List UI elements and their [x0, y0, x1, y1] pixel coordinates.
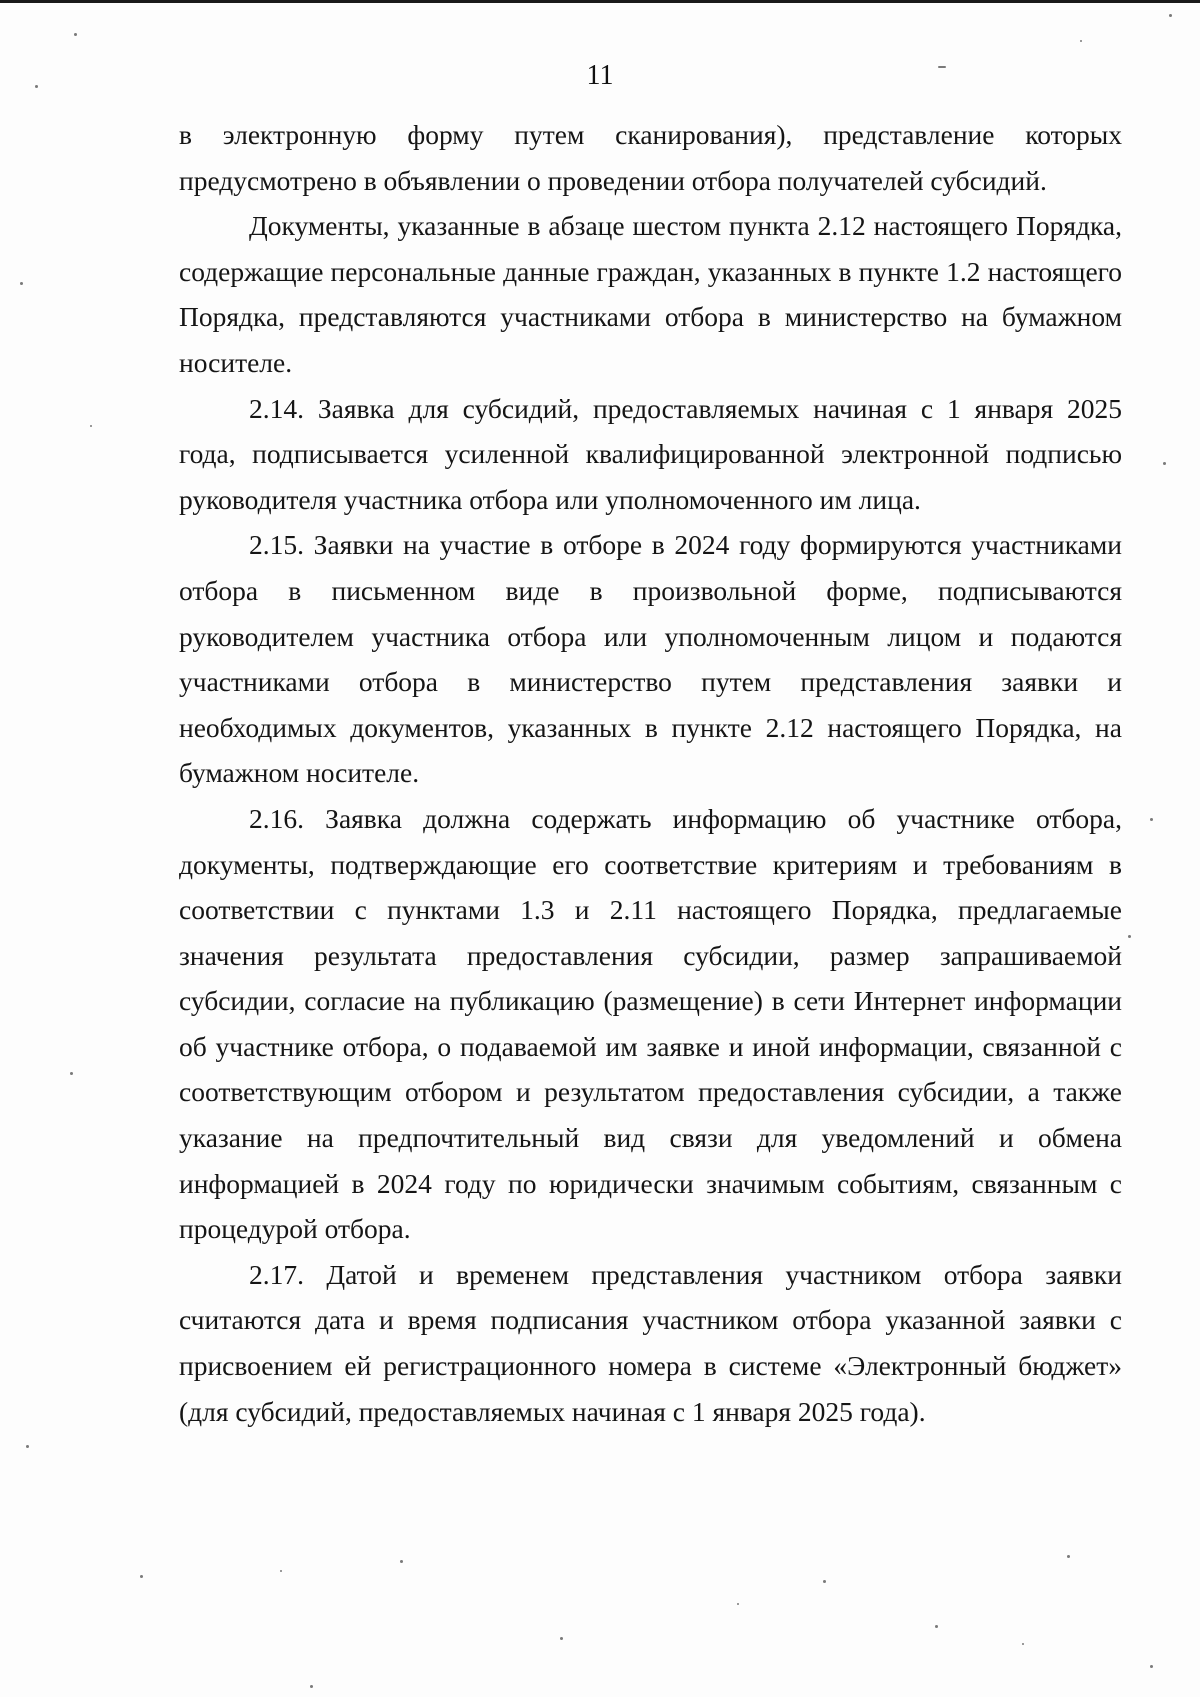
scan-speck [20, 282, 23, 285]
paragraph-2-16: 2.16. Заявка должна содержать информацию об участнике отбора, документы, подтверждающие его соответствие критериям и требованиям в соответствии с пунктами 1.3 и 2.11 настоящего Порядка, предлагаемые значения результата предоставления субсидии, размер запрашиваемой субсидии, согласие на публикацию (размещение) в сети Интернет информации об участнике отбора, о подаваемой им заявке и иной информации, связанной с соответствующим отбором и результатом предоставления субсидии, а также указание на предпочтительный вид связи для уведомлений и обмена информацией в 2024 году по юридически значимым событиям, связанным с процедурой отбора. [179, 802, 1122, 1245]
document-body [179, 112, 1122, 1434]
paragraph-documents: Документы, указанные в абзаце шестом пункта 2.12 настоящего Порядка, содержащие персональные данные граждан, указанных в пункте 1.2 настоящего Порядка, представляются участниками отбора в министерство на бумажном носителе. [179, 210, 1122, 378]
scan-speck [1169, 14, 1172, 17]
scan-speck [1150, 818, 1153, 821]
page-number: 11 [586, 60, 614, 91]
scan-speck [560, 1637, 563, 1640]
scan-speck [74, 33, 77, 36]
scan-speck [1150, 1665, 1153, 1668]
scan-speck [26, 1445, 29, 1448]
scan-speck [70, 1072, 73, 1075]
paragraph-continuation: в электронную форму путем сканирования), представление которых предусмотрено в объявлении о проведении отбора получателей субсидий. [179, 119, 1122, 196]
scan-speck [280, 1570, 282, 1572]
paragraph-2-15: 2.15. Заявки на участие в отборе в 2024 году формируются участниками отбора в письменном виде в произвольной форме, подписываются руководителем участника отбора или уполномоченным лицом и подаются участниками отбора в министерство путем представления заявки и необходимых документов, указанных в пункте 2.12 настоящего Порядка, на бумажном носителе. [179, 529, 1122, 789]
scan-speck [938, 66, 946, 68]
scan-speck [400, 1560, 403, 1563]
scan-speck [1067, 1555, 1070, 1558]
scan-top-edge [0, 0, 1200, 3]
scan-speck [1128, 935, 1131, 938]
scan-speck [823, 1580, 826, 1583]
scan-speck [140, 1575, 143, 1578]
scan-speck [1163, 462, 1166, 465]
paragraph-2-17: 2.17. Датой и временем представления участником отбора заявки считаются дата и время подписания участником отбора указанной заявки с присвоением ей регистрационного номера в системе «Электронный бюджет» (для субсидий, предоставляемых начиная с 1 января 2025 года). [179, 1258, 1122, 1427]
scan-speck [90, 425, 92, 427]
scan-speck [35, 85, 38, 88]
scan-speck [1080, 40, 1082, 42]
scan-speck [1022, 1643, 1024, 1645]
scan-speck [737, 1603, 739, 1605]
scan-speck [310, 1685, 313, 1688]
scan-speck [935, 1625, 938, 1628]
paragraph-2-14: 2.14. Заявка для субсидий, предоставляемых начиная с 1 января 2025 года, подписывается усиленной квалифицированной электронной подписью руководителя участника отбора или уполномоченного им лица. [179, 392, 1122, 515]
